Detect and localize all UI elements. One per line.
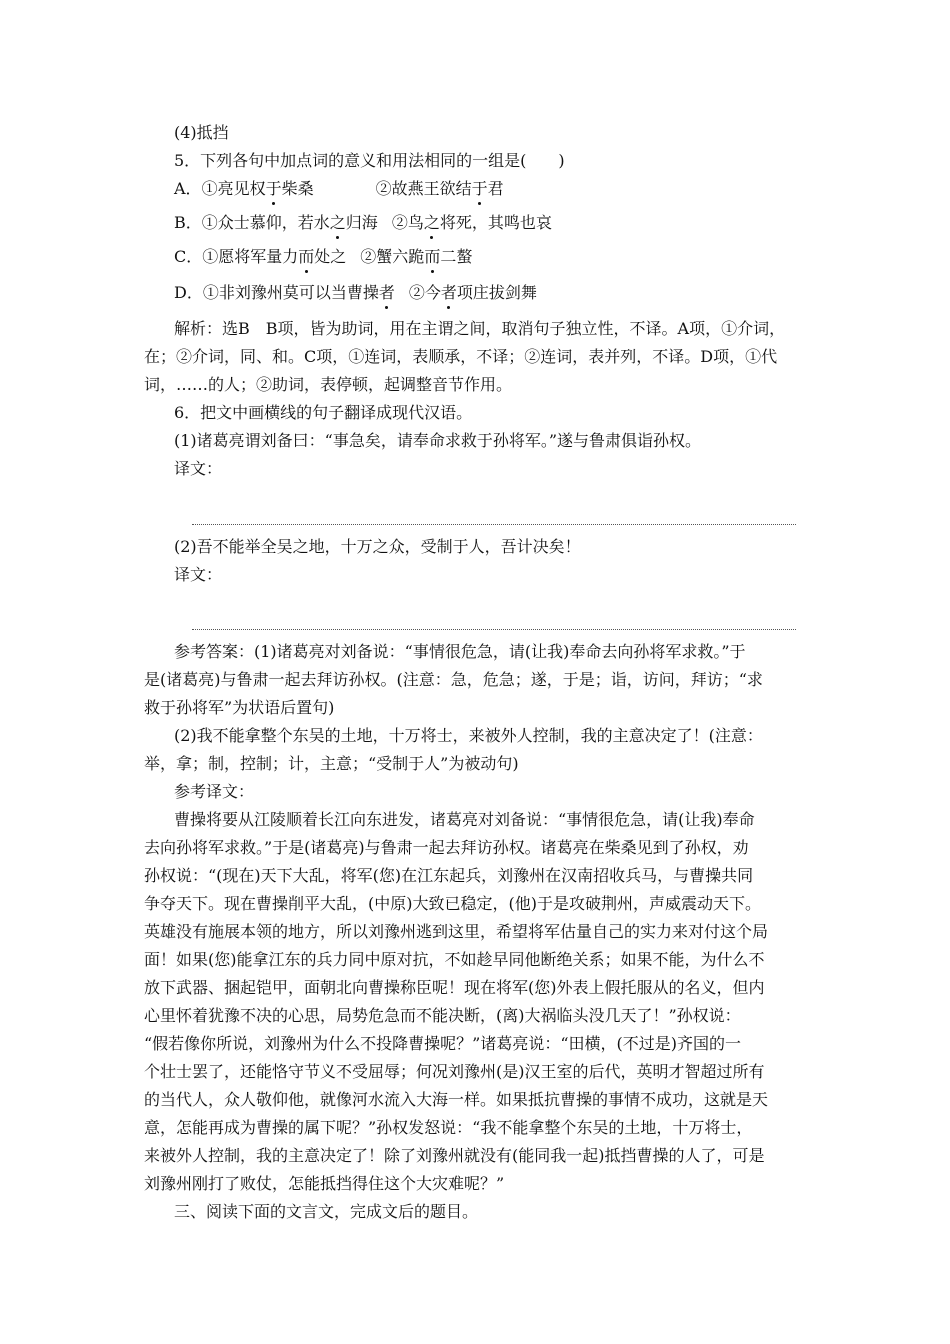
translation-line: 意，怎能再成为曹操的属下呢？”孙权发怒说：“我不能拿整个东吴的土地，十万将士， [144,1118,753,1137]
q4-item: (4)抵挡 [174,123,229,142]
sentence-text: ②蟹六跪 [360,247,425,266]
analysis-line: 在；②介词，同、和。C项，①连词，表顺承，不译；②连词，表并列，不译。D项，①代 [144,347,778,366]
translation-line: 心里怀着犹豫不决的心思，局势危急而不能决断，(离)大祸临头没几天了！”孙权说： [144,1006,741,1025]
analysis-line: 解析：选B B项，皆为助词，用在主谓之间，取消句子独立性，不译。A项，①介词， [174,319,786,338]
sentence-text: ②今 [408,283,441,302]
answer-line-2 [192,629,796,630]
dotted-word: 于 [265,179,282,198]
answer-line: 参考答案：(1)诸葛亮对刘备说：“事情很危急，请(让我)奉命去向孙将军求救。”于 [174,642,746,661]
question-6-stem: 6．把文中画横线的句子翻译成现代汉语。 [174,403,473,422]
translation-line: 争夺天下。现在曹操削平大乱，(中原)大致已稳定，(他)于是攻破荆州，声威震动天下。 [144,894,761,913]
sentence-text: ②故燕王欲结 [375,179,472,198]
translation-line: 的当代人，众人敬仰他，就像河水流入大海一样。如果抵抗曹操的事情不成功，这就是天 [144,1090,769,1109]
translation-line: 曹操将要从江陵顺着长江向东进发，诸葛亮对刘备说：“事情很危急，请(让我)奉命 [174,810,755,829]
sentence-text: ②鸟 [391,213,424,232]
option-d [174,282,537,304]
dotted-word: 之 [423,213,440,232]
answer-line: 救于孙将军”为状语后置句) [144,698,335,717]
option-label: B． [174,213,202,232]
option-label: A． [174,179,202,198]
answer-line: 举，拿；制，控制；计，主意；“受制于人”为被动句) [144,754,519,773]
sentence-text: 处之 [314,247,347,266]
translation-line: 面！如果(您)能拿江东的兵力同中原对抗，不如趁早同他断绝关系；如果不能，为什么不 [144,950,765,969]
answer-line: 是(诸葛亮)与鲁肃一起去拜访孙权。(注意：急，危急；遂，于是；诣，访问，拜访；“求 [144,670,763,689]
section-3-heading: 三、阅读下面的文言文，完成文后的题目。 [174,1202,479,1221]
sentence-text: 二螯 [440,247,473,266]
sentence-text: ①众士慕仰，若水 [201,213,330,232]
translation-line: 去向孙将军求救。”于是(诸葛亮)与鲁肃一起去拜访孙权。诸葛亮在柴桑见到了孙权，劝 [144,838,749,857]
option-a [174,178,504,200]
translation-line: 来被外人控制，我的主意决定了！除了刘豫州就没有(能同我一起)抵挡曹操的人了，可是 [144,1146,765,1165]
option-b [174,212,552,234]
dotted-word: 于 [471,179,488,198]
sentence-text: 项庄拔剑舞 [456,283,537,302]
sentence-text: 君 [487,179,504,198]
sentence-text: 柴桑 [281,179,314,198]
translation-line: 个壮士罢了，还能恪守节义不受屈辱；何况刘豫州(是)汉王室的后代，英明才智超过所有 [144,1062,765,1081]
option-label: D． [174,283,203,302]
dotted-word: 而 [298,247,315,266]
answer-line: (2)我不能拿整个东吴的土地，十万将士，来被外人控制，我的主意决定了！(注意： [174,726,763,745]
option-c [174,246,472,268]
translation-line: “假若像你所说，刘豫州为什么不投降曹操呢？”诸葛亮说：“田横，(不过是)齐国的一 [144,1034,742,1053]
dotted-word: 之 [329,213,346,232]
reference-translation-title: 参考译文： [174,782,255,801]
option-label: C． [174,247,203,266]
translation-line: 孙权说：“(现在)天下大乱，将军(您)在江东起兵，刘豫州在汉南招收兵马，与曹操共同 [144,866,754,885]
analysis-line: 词，……的人；②助词，表停顿，起调整音节作用。 [144,375,513,394]
dotted-word: 者 [440,283,457,302]
answer-line-1 [192,524,796,525]
dotted-word: 者 [378,283,395,302]
sentence-text: 归海 [345,213,378,232]
question-5-stem: 5．下列各句中加点词的意义和用法相同的一组是( ) [174,151,565,170]
translation-line: 英雄没有施展本领的地方，所以刘豫州逃到这里，希望将军估量自己的实力来对付这个局 [144,922,769,941]
sentence-text: ①愿将军量力 [202,247,299,266]
translation-label-1: 译文： [174,459,223,478]
translation-line: 放下武器、捆起铠甲，面朝北向曹操称臣呢！现在将军(您)外表上假托服从的名义，但内 [144,978,765,997]
translate-sentence-2: (2)吾不能举全吴之地，十万之众，受制于人，吾计决矣！ [174,537,581,556]
translation-label-2: 译文： [174,565,223,584]
sentence-text: 将死，其鸣也哀 [439,213,552,232]
translate-sentence-1: (1)诸葛亮谓刘备曰：“事急矣，请奉命求救于孙将军。”遂与鲁肃俱诣孙权。 [174,431,702,450]
sentence-text: ①亮见权 [201,179,266,198]
dotted-word: 而 [424,247,441,266]
translation-line: 刘豫州刚打了败仗，怎能抵挡得住这个大灾难呢？” [144,1174,505,1193]
sentence-text: ①非刘豫州莫可以当曹操 [202,283,379,302]
